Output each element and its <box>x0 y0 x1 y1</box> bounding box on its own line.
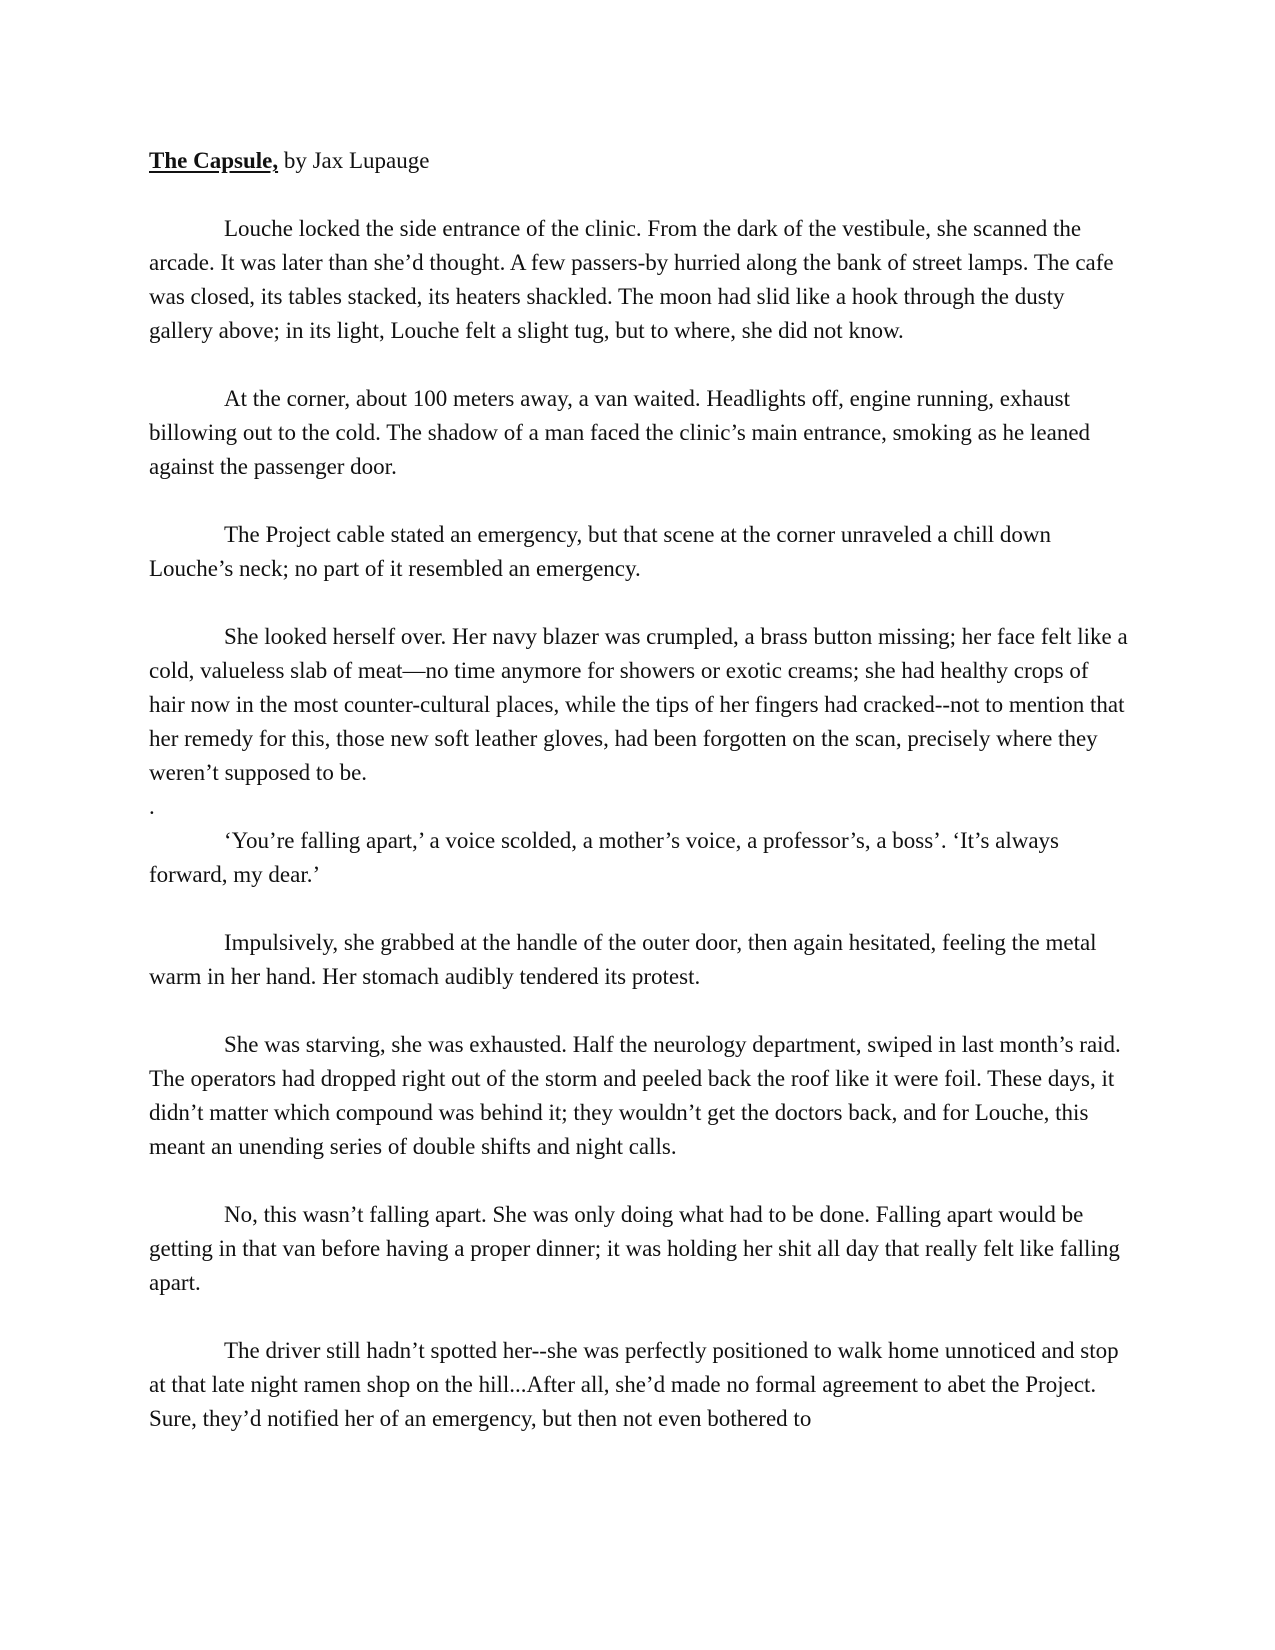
paragraph-1: Louche locked the side entrance of the clinic. From the dark of the vestibule, she scanned the arcade. It was later than she’d thought. A few passers-by hurried along the bank of street lamps. The cafe was closed, its tables stacked, its heaters shackled. The moon had slid like a hook through the dusty gallery above; in its light, Louche felt a slight tug, but to where, she did not know. <box>149 216 1114 343</box>
story-title: The Capsule, <box>149 148 279 173</box>
paragraph-4: She looked herself over. Her navy blazer was crumpled, a brass button missing; her face felt like a cold, valueless slab of meat—no time anymore for showers or exotic creams; she had healthy crops of hair now in the most counter-cultural places, while the tips of her fingers had cracked--not to mention that her remedy for this, those new soft leather gloves, had been forgotten on the scan, precisely where they weren’t supposed to be. <box>149 624 1128 785</box>
document-page <box>149 144 1129 1436</box>
title-line <box>149 144 1129 178</box>
paragraph-3: The Project cable stated an emergency, but that scene at the corner unraveled a chill down Louche’s neck; no part of it resembled an emergency. <box>149 522 1052 581</box>
paragraph-5: ‘You’re falling apart,’ a voice scolded, a mother’s voice, a professor’s, a boss’. ‘It’s always forward, my dear.’ <box>149 828 1060 887</box>
paragraph-8: No, this wasn’t falling apart. She was only doing what had to be done. Falling apart would be getting in that van before having a proper dinner; it was holding her shit all day that really felt like falling apart. <box>149 1202 1120 1295</box>
byline: by Jax Lupauge <box>278 148 430 173</box>
paragraph-6: Impulsively, she grabbed at the handle of the outer door, then again hesitated, feeling the metal warm in her hand. Her stomach audibly tendered its protest. <box>149 930 1097 989</box>
paragraph-9: The driver still hadn’t spotted her--she was perfectly positioned to walk home unnoticed and stop at that late night ramen shop on the hill...After all, she’d made no formal agreement to abet the Project. Sure, they’d notified her of an emergency, but then not even bothered to <box>149 1338 1119 1431</box>
paragraph-7: She was starving, she was exhausted. Half the neurology department, swiped in last month’s raid. The operators had dropped right out of the storm and peeled back the roof like it were foil. These days, it didn’t matter which compound was behind it; they wouldn’t get the doctors back, and for Louche, this meant an unending series of double shifts and night calls. <box>149 1032 1121 1159</box>
stray-mark: . <box>149 794 155 819</box>
paragraph-2: At the corner, about 100 meters away, a van waited. Headlights off, engine running, exhaust billowing out to the cold. The shadow of a man faced the clinic’s main entrance, smoking as he leaned against the passenger door. <box>149 386 1091 479</box>
